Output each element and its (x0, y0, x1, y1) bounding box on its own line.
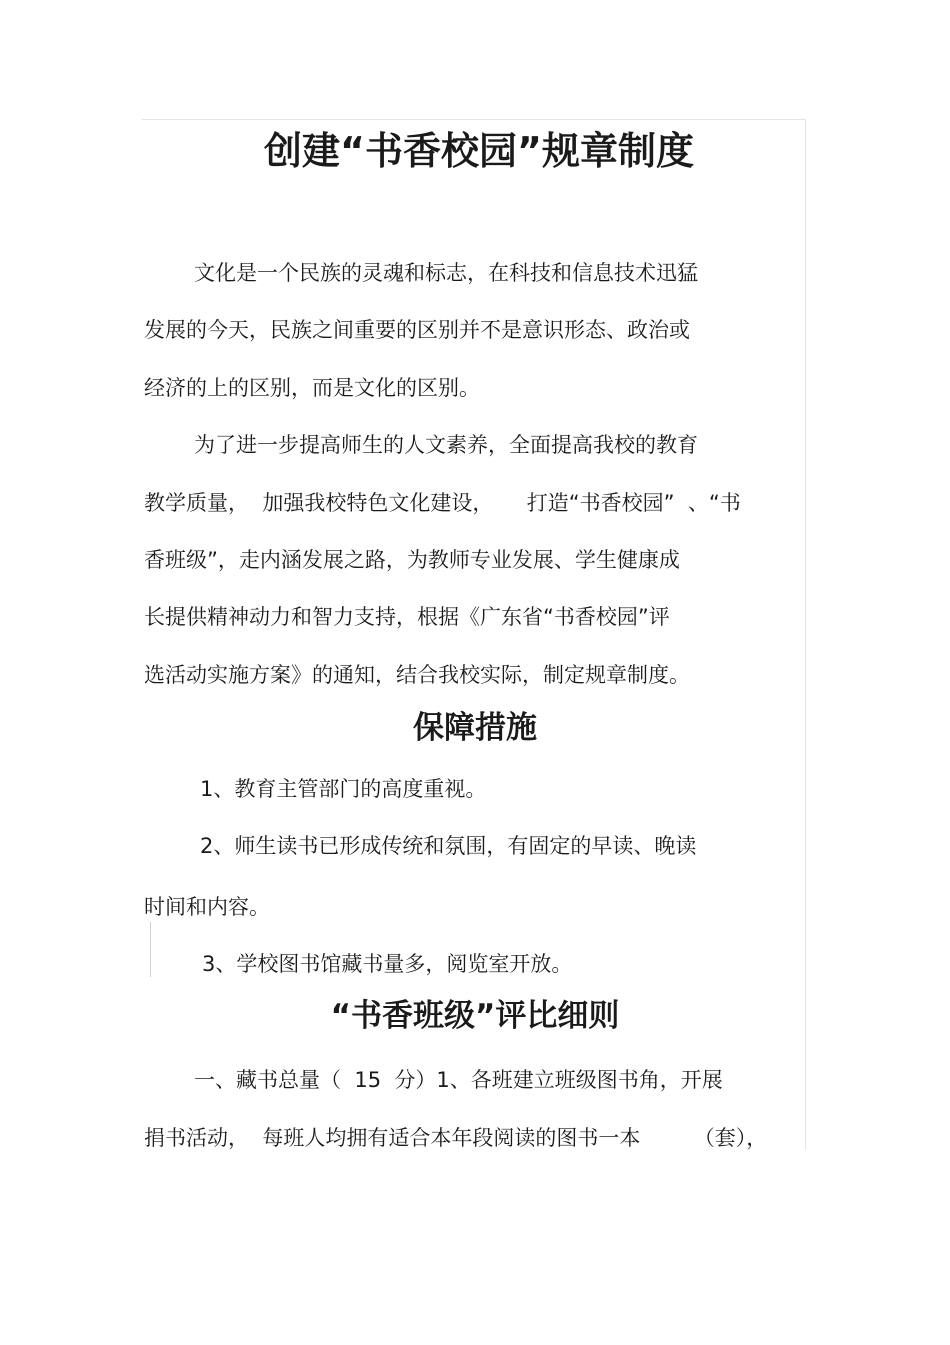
intro-para2-line2: 教学质量， 加强我校特色文化建设， 打造“书香校园” 、“书 (144, 491, 741, 515)
intro-para2-line1: 为了进一步提高师生的人文素养，全面提高我校的教育 (194, 433, 698, 457)
safeguard-item-2-line2: 时间和内容。 (144, 895, 270, 919)
section-heading-class-criteria: “书香班级”评比细则 (330, 998, 620, 1034)
intro-para1-line2: 发展的今天，民族之间重要的区别并不是意识形态、政治或 (144, 318, 690, 342)
intro-para2-line3: 香班级”，走内涵发展之路，为教师专业发展、学生健康成 (144, 548, 680, 572)
intro-para2-line4: 长提供精神动力和智力支持，根据《广东省“书香校园”评 (144, 605, 670, 629)
margin-mark (150, 922, 151, 977)
intro-para1-line3: 经济的上的区别，而是文化的区别。 (144, 376, 480, 400)
safeguard-item-1: 1、教育主管部门的高度重视。 (200, 777, 487, 801)
section-heading-safeguards: 保障措施 (413, 710, 537, 746)
criteria-line-2: 捐书活动， 每班人均拥有适合本年段阅读的图书一本 （套）， (144, 1126, 768, 1150)
safeguard-item-2-line1: 2、师生读书已形成传统和氛围，有固定的早读、晚读 (200, 834, 697, 858)
criteria-line-1: 一、藏书总量（ 15 分）1、各班建立班级图书角，开展 (194, 1068, 723, 1092)
intro-para2-line5: 选活动实施方案》的通知，结合我校实际，制定规章制度。 (144, 663, 690, 687)
intro-para1-line1: 文化是一个民族的灵魂和标志，在科技和信息技术迅猛 (194, 261, 698, 285)
safeguard-item-3: 3、学校图书馆藏书量多，阅览室开放。 (202, 952, 573, 976)
document-title: 创建“书香校园”规章制度 (264, 129, 694, 173)
